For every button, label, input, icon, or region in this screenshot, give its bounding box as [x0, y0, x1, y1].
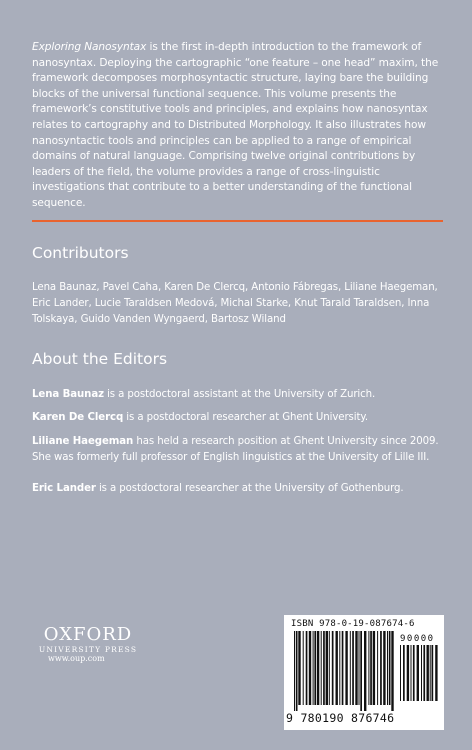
orange-divider — [32, 220, 443, 222]
barcode-bar — [432, 645, 434, 701]
editor-bio-text: is a postdoctoral assistant at the University of Zurich. — [103, 389, 376, 400]
barcode-bar — [389, 631, 391, 705]
barcode-bar — [303, 631, 304, 705]
barcode-bar — [411, 645, 412, 701]
barcode-bar — [423, 645, 425, 701]
contributors-heading: Contributors — [32, 244, 129, 262]
barcode-bar — [417, 645, 419, 701]
publisher-url: www.oup.com — [48, 654, 105, 663]
publisher-name: OXFORD — [43, 624, 133, 645]
barcode-bar — [359, 631, 360, 705]
barcode-bar — [296, 631, 298, 711]
barcode-bar — [317, 631, 319, 705]
book-title: Exploring Nanosyntax — [32, 41, 147, 53]
contributors-list: Lena Baunaz, Pavel Caha, Karen De Clercq, Antonio Fábregas, Liliane Haegeman, Eric Lander, Lucie Taraldsen Medová, Michal Starke, Knut Tarald Taraldsen, Inna Tolskaya, Guido Vanden Wyngaerd, Bartosz Wiland — [32, 282, 438, 325]
blurb-text: is the first in-depth introduction to the framework of nanosyntax. Deploying the cartographic “one feature – one head” maxim, the framework decomposes morphosyntactic structure, laying bare the building blocks of the universal functional sequence. This volume presents the framework’s constitutive tools and principles, and explains how nanosyntax relates to cartography and to Distributed Morphology. It also illustrates how nanosyntactic tools and principles can be applied to a range of empirical domains of natural language. Comprising twelve original contributions by leaders of the field, the volume provides a range of cross-linguistic investigations that contribute to a better understanding of the functional sequence. — [32, 41, 439, 209]
barcode-bar — [368, 631, 369, 705]
barcode-bar — [313, 631, 314, 705]
addon-barcode-bars — [400, 645, 438, 707]
barcode-bar — [294, 631, 295, 711]
barcode-bar — [298, 631, 300, 705]
barcode-bar — [329, 631, 330, 705]
barcode-bar — [336, 631, 338, 705]
barcode-bar — [400, 645, 401, 701]
barcode-bar — [370, 631, 372, 705]
barcode-bar — [360, 631, 362, 711]
editor-name: Eric Lander — [32, 483, 96, 494]
barcode-bar — [377, 631, 378, 705]
publisher-subname: UNIVERSITY PRESS — [38, 645, 138, 654]
barcode-bar — [413, 645, 415, 701]
barcode-bar — [345, 631, 347, 705]
barcode-bar — [403, 645, 405, 701]
editor-bio — [32, 481, 446, 497]
editor-name: Lena Baunaz — [32, 389, 104, 400]
ean-barcode-bars — [294, 631, 394, 711]
barcode-bar — [383, 631, 385, 705]
barcode-bar — [306, 631, 308, 705]
price-code: 90000 — [400, 634, 435, 644]
editors-heading: About the Editors — [32, 350, 168, 368]
barcode-bar — [373, 631, 375, 705]
barcode-bar — [430, 645, 431, 701]
barcode-bar — [352, 631, 354, 705]
barcode-bar — [421, 645, 422, 701]
isbn-barcode — [284, 615, 444, 730]
barcode-bar — [355, 631, 357, 705]
isbn-label: ISBN 978-0-19-087674-6 — [291, 619, 415, 629]
editor-bio-text: has held a research position at Ghent University since 2009. She was formerly full professor of English linguistics at the University of Lille III. — [32, 436, 439, 463]
barcode-bar — [314, 631, 316, 705]
editor-name: Liliane Haegeman — [32, 436, 134, 447]
barcode-bar — [321, 631, 322, 705]
back-cover-blurb — [32, 40, 446, 212]
publisher-logo — [36, 626, 140, 655]
editor-bio-text: is a postdoctoral researcher at Ghent University. — [123, 412, 369, 423]
barcode-bar — [380, 631, 382, 705]
barcode-bar — [364, 631, 366, 711]
barcode-bar — [391, 631, 393, 711]
editor-bio-text: is a postdoctoral researcher at the University of Gothenburg. — [95, 483, 404, 494]
barcode-digits: 9 780190 876746 — [286, 711, 395, 725]
barcode-bar — [407, 645, 409, 701]
barcode-bar — [326, 631, 328, 705]
barcode-bar — [342, 631, 344, 705]
barcode-bar — [323, 631, 325, 705]
editor-bio — [32, 410, 446, 426]
barcode-bar — [339, 631, 340, 705]
editor-bio — [32, 387, 446, 403]
editor-bio — [32, 434, 446, 466]
barcode-bar — [332, 631, 334, 705]
barcode-bar — [309, 631, 311, 705]
barcode-bar — [427, 645, 429, 701]
barcode-bar — [435, 645, 437, 701]
editor-name: Karen De Clercq — [32, 412, 124, 423]
barcode-bar — [387, 631, 388, 705]
barcode-bar — [350, 631, 351, 705]
